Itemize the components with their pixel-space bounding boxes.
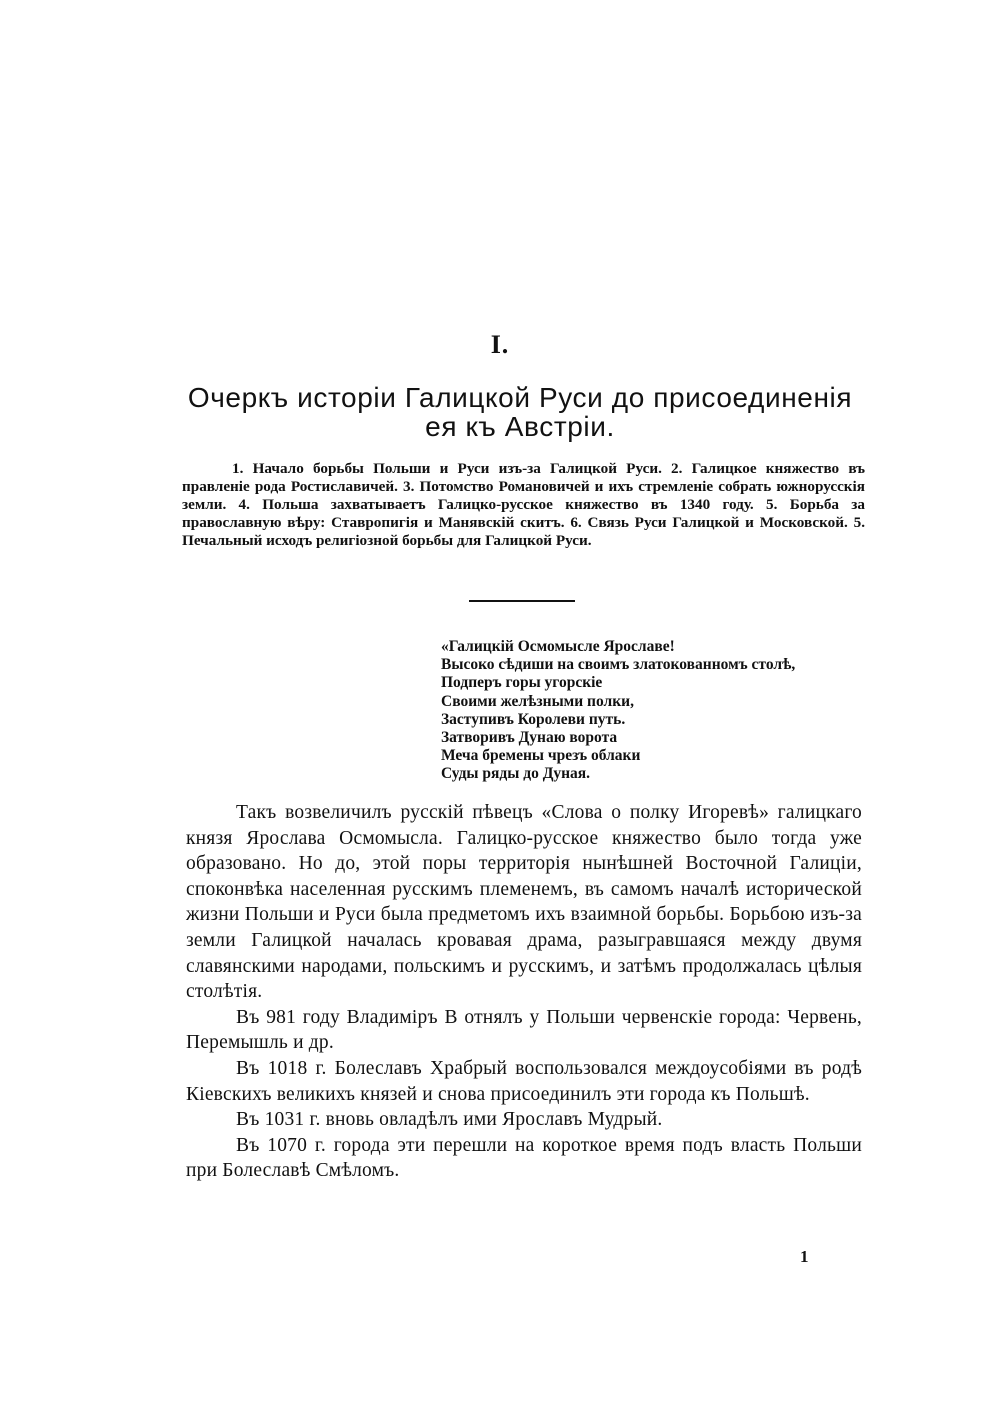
epigraph-line: Заступивъ Королеви путь. bbox=[441, 710, 626, 728]
epigraph-line: Суды ряды до Дуная. bbox=[441, 765, 591, 783]
paragraph: Въ 1070 г. города эти перешли на короткое время подъ власть Польши при Болеславѣ Смѣломъ. bbox=[186, 1134, 862, 1182]
chapter-title-line-2: ея къ Австріи. bbox=[425, 411, 615, 442]
epigraph-line: Высоко сѣдиши на своимъ златокованномъ столѣ, bbox=[441, 656, 796, 674]
paragraph: Такъ возвеличилъ русскій пѣвецъ «Слова о полку Игоревѣ» галицкаго князя Ярослава Осмомысла. Галицко-русское княжество было тогда уже образовано. Но до, этой поры территорія нынѣшней Восточной Галиціи, споконвѣка населенная русскимъ племенемъ, въ самомъ началѣ исторической жизни Польши и Руси была предметомъ ихъ взаимной борьбы. Борьбою изъ-за земли Галицкой началась кровавая драма, разыгравшаяся между двумя славянскими народами, польскимъ и русскимъ, и затѣмъ продолжалась цѣлыя столѣтія. bbox=[186, 802, 862, 1003]
epigraph-line: Затворивъ Дунаю ворота bbox=[441, 729, 618, 747]
epigraph bbox=[441, 638, 881, 784]
paragraph: Въ 1018 г. Болеславъ Храбрый воспользовался междоусобіями въ родѣ Кіевскихъ великихъ князей и снова присоединилъ эти города къ Польшѣ. bbox=[186, 1057, 862, 1105]
chapter-title bbox=[140, 383, 900, 441]
paragraph: Въ 981 году Владиміръ В отнялъ у Польши червенскіе города: Червень, Перемышль и др. bbox=[186, 1006, 862, 1054]
chapter-title-line-1: Очеркъ исторіи Галицкой Руси до присоединенія bbox=[187, 382, 853, 413]
body-text bbox=[186, 800, 862, 1184]
epigraph-line: Подперъ горы угорскіе bbox=[441, 674, 603, 692]
chapter-summary: 1. Начало борьбы Польши и Руси изъ-за Галицкой Руси. 2. Галицкое княжество въ правленіе рода Ростиславичей. 3. Потомство Романовичей и ихъ стремленіе собрать южнорусскія земли. 4. Польша захватываетъ Галицко-русское княжество въ 1340 году. 5. Борьба за православную вѣру: Ставропигія и Манявскій скитъ. 6. Связь Руси Галицкой и Московской. 5. Печальный исходъ религіозной борьбы для Галицкой Руси. bbox=[182, 460, 865, 549]
epigraph-line: Своими желѣзными полки, bbox=[441, 692, 634, 710]
page-number: 1 bbox=[800, 1247, 809, 1266]
paragraph: Въ 1031 г. вновь овладѣлъ ими Ярославъ Мудрый. bbox=[236, 1109, 663, 1131]
epigraph-line: «Галицкій Осмомысле Ярославе! bbox=[441, 638, 675, 655]
epigraph-line: Меча бремены чрезъ облаки bbox=[441, 747, 641, 765]
chapter-number: I. bbox=[490, 330, 510, 359]
section-divider bbox=[469, 600, 575, 602]
